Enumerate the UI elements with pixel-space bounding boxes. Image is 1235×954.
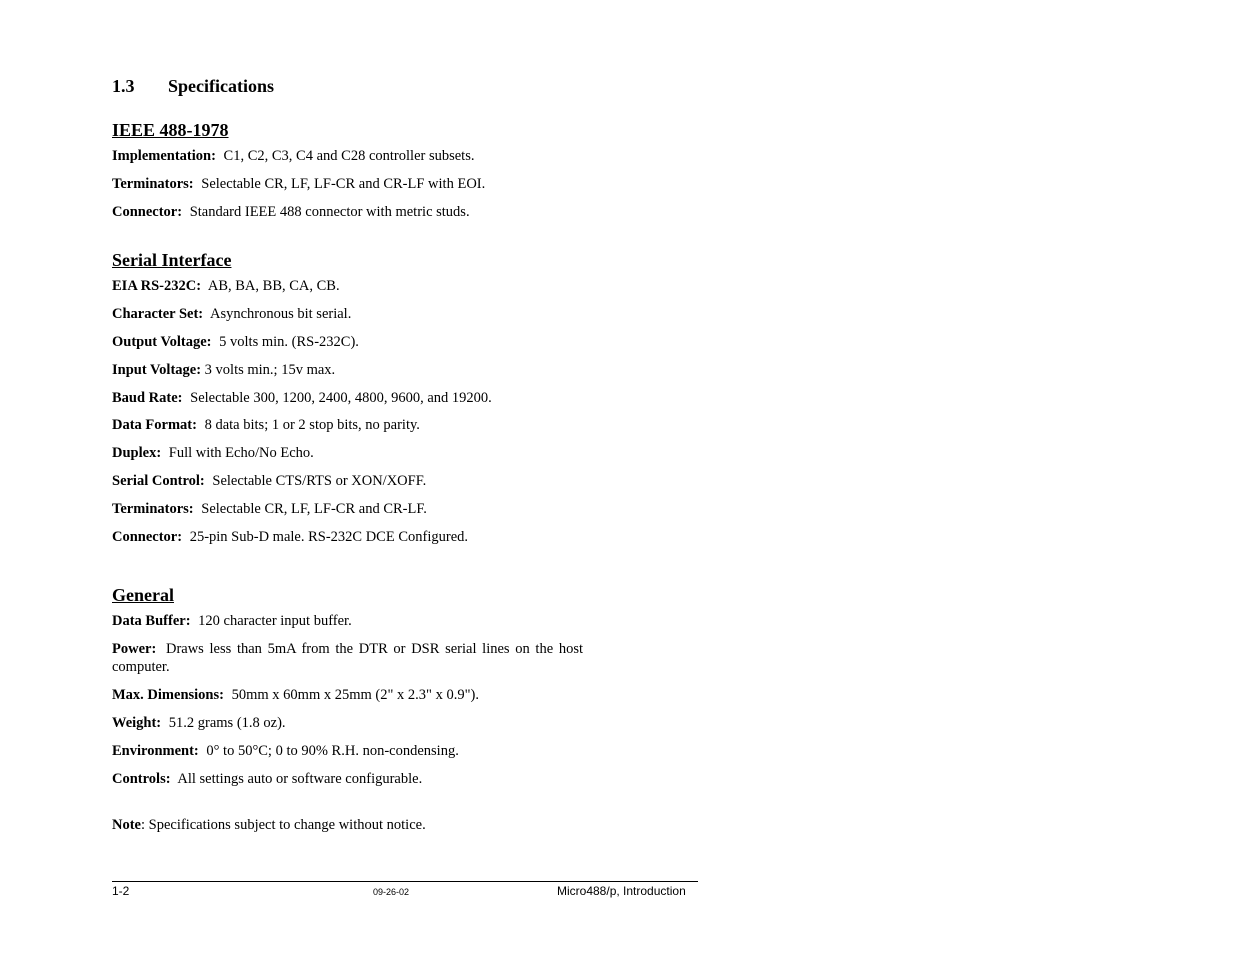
- section-number: 1.3: [112, 76, 135, 96]
- spec-input-voltage: [112, 361, 583, 379]
- note-text: : Specifications subject to change without notice.: [141, 817, 426, 833]
- spec-value: Selectable CR, LF, LF-CR and CR-LF.: [201, 501, 427, 517]
- spec-environment: [112, 742, 583, 760]
- spec-duplex: [112, 444, 583, 462]
- spec-baud-rate: [112, 389, 583, 407]
- spec-eia-rs232c: [112, 277, 583, 295]
- spec-value: C1, C2, C3, C4 and C28 controller subsets.: [223, 148, 475, 164]
- spec-label: Connector:: [112, 204, 183, 220]
- ieee-heading: IEEE 488-1978: [112, 120, 229, 140]
- spec-label: Data Buffer:: [112, 613, 191, 629]
- spec-value: 51.2 grams (1.8 oz).: [168, 715, 286, 731]
- spec-controls: [112, 770, 583, 788]
- note-label: Note: [112, 817, 141, 833]
- spec-label: Max. Dimensions:: [112, 687, 224, 703]
- footer-page-number: 1-2: [112, 884, 130, 898]
- spec-value: 50mm x 60mm x 25mm (2" x 2.3" x 0.9").: [231, 687, 479, 703]
- spec-label: Character Set:: [112, 306, 204, 322]
- general-heading: General: [112, 585, 174, 605]
- spec-value: Selectable 300, 1200, 2400, 4800, 9600, and 19200.: [190, 390, 492, 406]
- footer-divider: [112, 881, 698, 882]
- spec-serial-terminators: [112, 500, 583, 518]
- spec-value: Asynchronous bit serial.: [209, 306, 352, 322]
- spec-label: Data Format:: [112, 417, 197, 433]
- spec-label: Terminators:: [112, 501, 194, 517]
- spec-ieee-terminators: [112, 175, 583, 193]
- spec-value: Full with Echo/No Echo.: [168, 445, 314, 461]
- spec-label: Baud Rate:: [112, 390, 183, 406]
- spec-data-buffer: [112, 612, 583, 630]
- spec-value: 8 data bits; 1 or 2 stop bits, no parity.: [204, 417, 420, 433]
- spec-character-set: [112, 305, 583, 323]
- spec-value: 5 volts min. (RS-232C).: [219, 334, 359, 350]
- spec-data-format: [112, 416, 583, 434]
- note: [112, 816, 583, 834]
- spec-label: Connector:: [112, 529, 183, 545]
- spec-serial-control: [112, 472, 583, 490]
- spec-value: AB, BA, BB, CA, CB.: [207, 278, 340, 294]
- spec-label: Duplex:: [112, 445, 162, 461]
- spec-label: Input Voltage:: [112, 362, 202, 378]
- spec-value: 3 volts min.; 15v max.: [204, 362, 336, 378]
- spec-label: Terminators:: [112, 176, 194, 192]
- footer-date: 09-26-02: [373, 887, 410, 897]
- spec-output-voltage: [112, 333, 583, 351]
- serial-heading: Serial Interface: [112, 250, 232, 270]
- spec-value: 120 character input buffer.: [198, 613, 352, 629]
- spec-label: Weight:: [112, 715, 162, 731]
- spec-value: Draws less than 5mA from the DTR or DSR serial lines on the host computer.: [112, 641, 583, 675]
- spec-value: 0° to 50°C; 0 to 90% R.H. non-condensing.: [206, 743, 459, 759]
- spec-value: Selectable CR, LF, LF-CR and CR-LF with EOI.: [201, 176, 486, 192]
- spec-label: Output Voltage:: [112, 334, 212, 350]
- spec-ieee-connector: [112, 203, 583, 221]
- spec-weight: [112, 714, 583, 732]
- spec-value: 25-pin Sub-D male. RS-232C DCE Configured.: [189, 529, 469, 545]
- spec-label: Environment:: [112, 743, 199, 759]
- spec-max-dimensions: [112, 686, 583, 704]
- spec-serial-connector: [112, 528, 583, 546]
- footer-document-title: Micro488/p, Introduction: [557, 884, 686, 898]
- spec-value: All settings auto or software configurable.: [177, 771, 423, 787]
- spec-label: Serial Control:: [112, 473, 205, 489]
- spec-value: Standard IEEE 488 connector with metric studs.: [189, 204, 470, 220]
- section-title: Specifications: [168, 76, 274, 96]
- spec-label: Controls:: [112, 771, 171, 787]
- spec-power: [112, 640, 583, 676]
- section-heading: [112, 76, 274, 97]
- spec-value: Selectable CTS/RTS or XON/XOFF.: [212, 473, 427, 489]
- spec-label: EIA RS-232C:: [112, 278, 202, 294]
- spec-implementation: [112, 147, 583, 165]
- spec-label: Implementation:: [112, 148, 216, 164]
- spec-label: Power:: [112, 641, 157, 657]
